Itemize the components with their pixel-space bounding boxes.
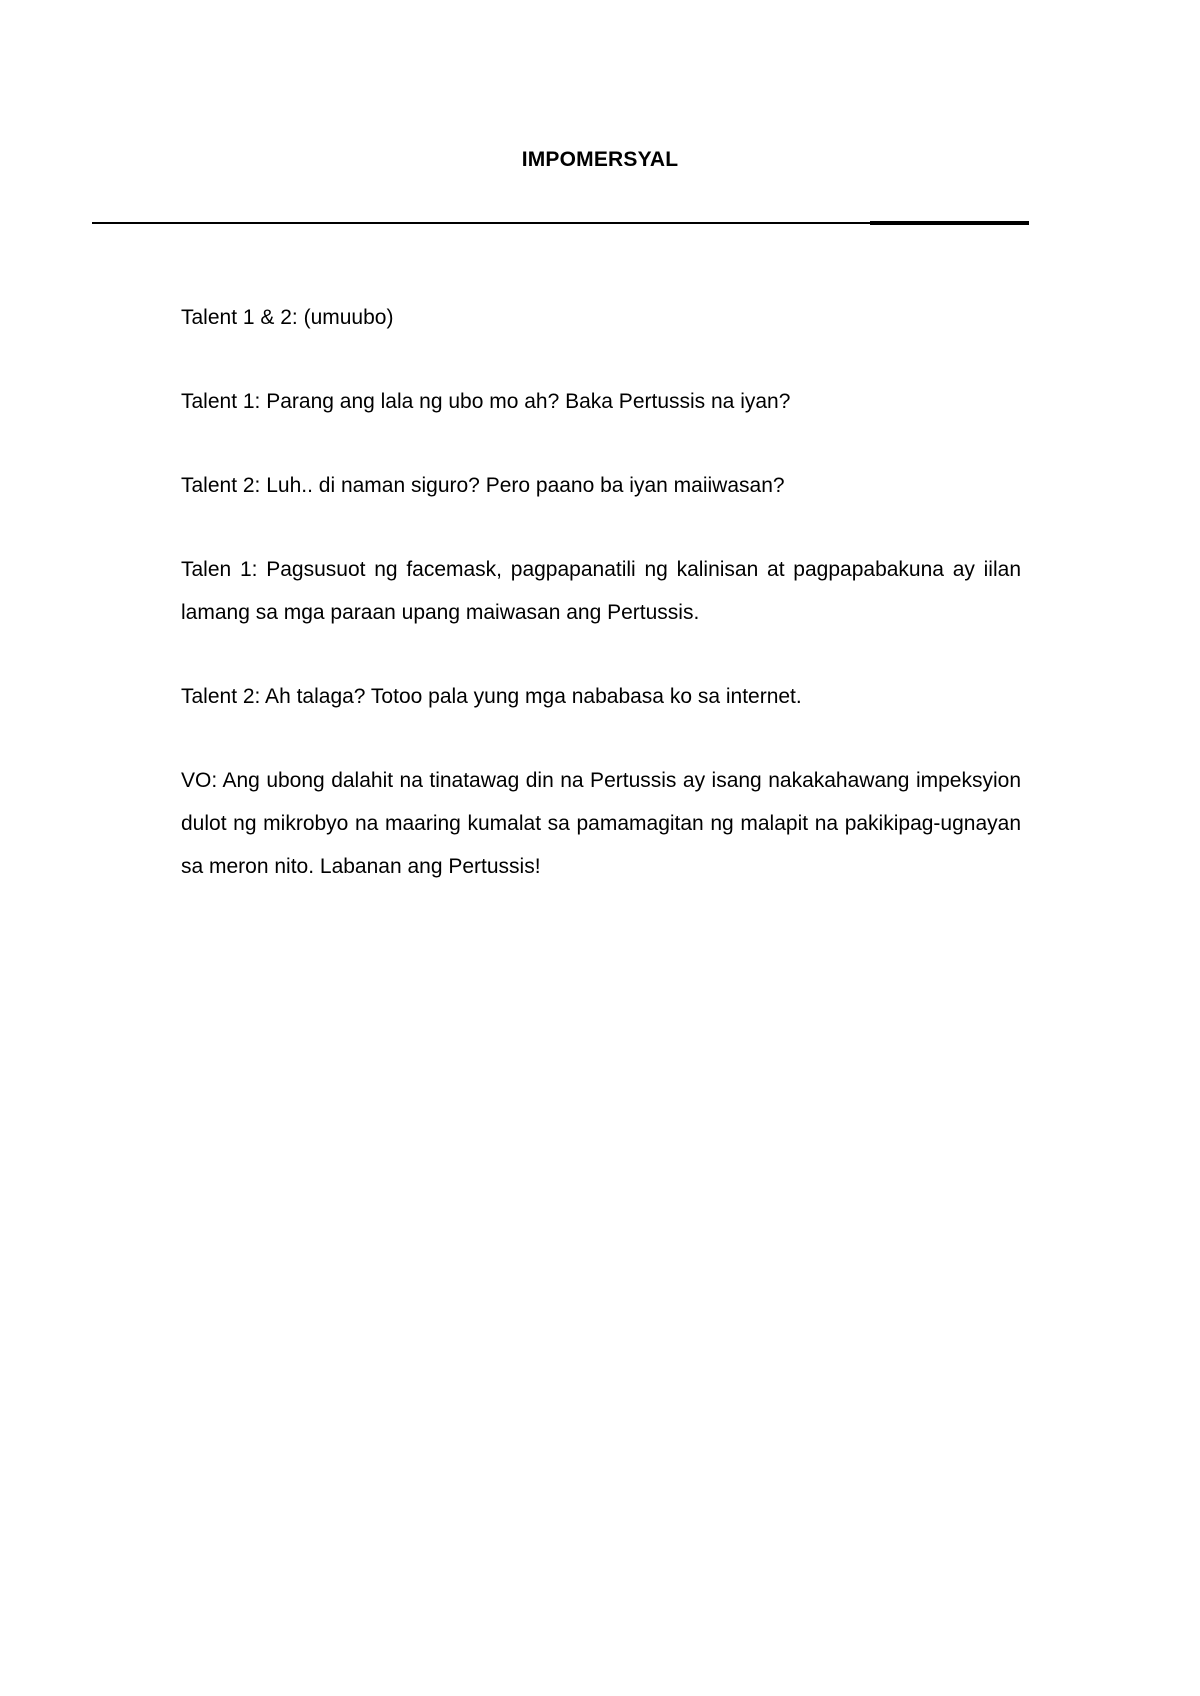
script-line-talent-1-question: Talent 1: Parang ang lala ng ubo mo ah? Baka Pertussis na iyan? <box>181 390 791 413</box>
script-line-voice-over: VO: Ang ubong dalahit na tinatawag din na Pertussis ay isang nakakahawang impeksyion dulot ng mikrobyo na maaring kumalat sa pamamagitan ng malapit na pakikipag-ugnayan sa meron nito. Labanan ang Pertussis! <box>181 769 1021 878</box>
script-line-talent-2-reply: Talent 2: Ah talaga? Totoo pala yung mga nababasa ko sa internet. <box>181 685 802 708</box>
script-line-talent-1-answer: Talen 1: Pagsusuot ng facemask, pagpapanatili ng kalinisan at pagpapabakuna ay iilan lamang sa mga paraan upang maiwasan ang Pertussis. <box>181 558 1021 624</box>
script-line-talent-2-question: Talent 2: Luh.. di naman siguro? Pero paano ba iyan maiiwasan? <box>181 474 785 497</box>
script-line-talent-1-2-cough: Talent 1 & 2: (umuubo) <box>181 306 394 329</box>
title-divider-line <box>92 222 870 224</box>
document-title: IMPOMERSYAL <box>521 148 679 171</box>
title-divider-accent <box>870 221 1029 225</box>
script-body <box>181 296 1021 929</box>
